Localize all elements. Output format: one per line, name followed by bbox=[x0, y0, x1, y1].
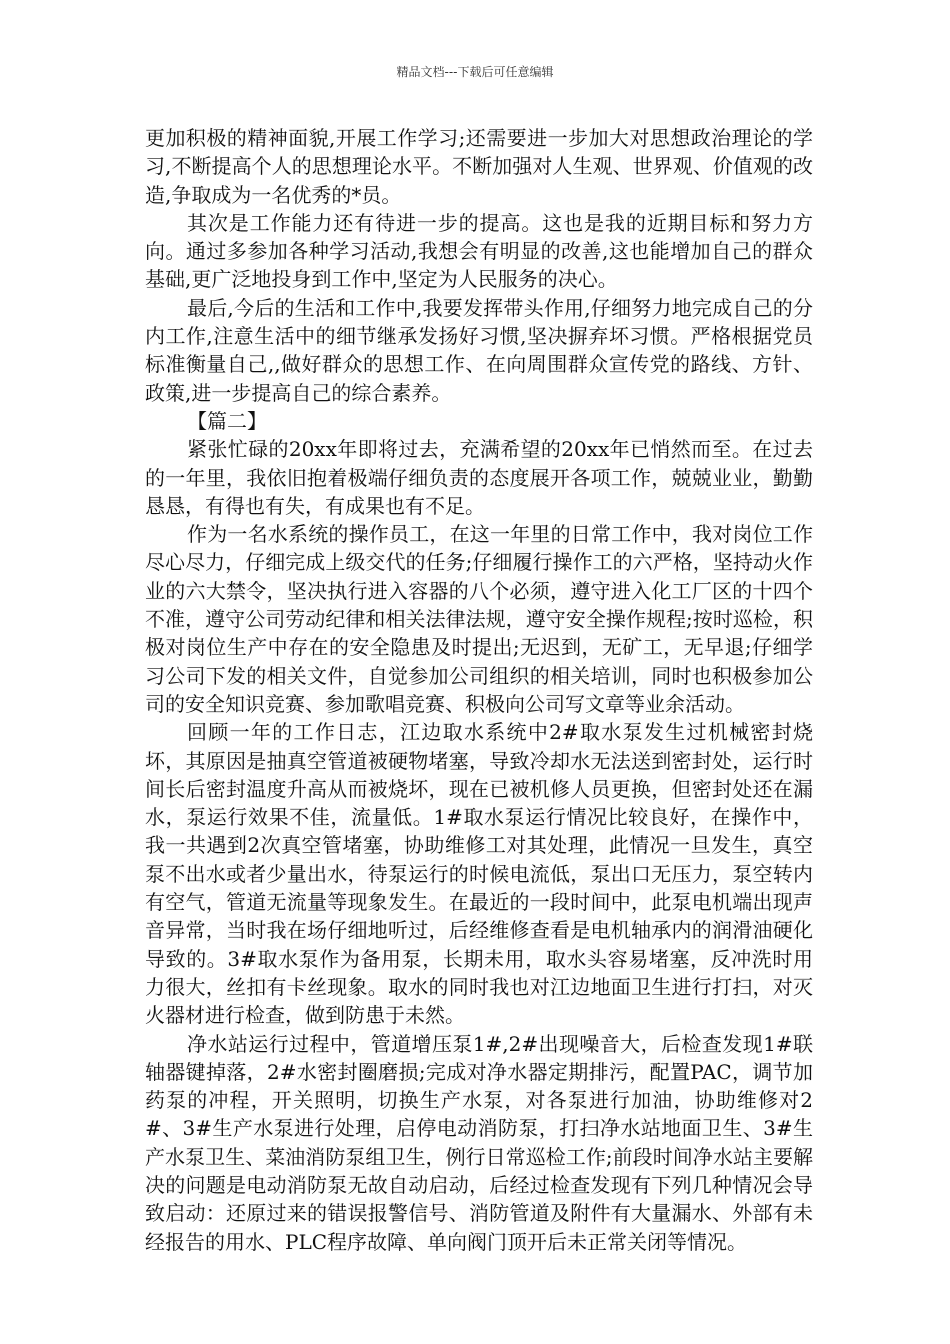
paragraph-7: 净水站运行过程中，管道增压泵1#,2#出现噪音大，后检查发现1#联轴器键掉落，2#水密封圈磨损;完成对净水器定期排污，配置PAC，调节加药泵的冲程，开关照明，切换生产水泵，对各泵进行加油，协助维修对2#、3#生产水泵进行处理，启停电动消防泵，打扫净水站地面卫生、3#生产水泵卫生、菜油消防泵组卫生，例行日常巡检工作;前段时间净水站主要解决的问题是电动消防泵无故自动启动，后经过检查发现有下列几种情况会导致启动：还原过来的错误报警信号、消防管道及附件有大量漏水、外部有未经报告的用水、PLC程序故障、单向阀门顶开后未正常关闭等情况。 bbox=[145, 1031, 813, 1254]
section-heading: 【篇二】 bbox=[187, 408, 267, 433]
paragraph-1: 更加积极的精神面貌,开展工作学习;还需要进一步加大对思想政治理论的学习,不断提高个人的思想理论水平。不断加强对人生观、世界观、价值观的改造,争取成为一名优秀的*员。 bbox=[145, 126, 813, 207]
document-body bbox=[145, 124, 813, 1256]
paragraph-2: 其次是工作能力还有待进一步的提高。这也是我的近期目标和努力方向。通过多参加各种学习活动,我想会有明显的改善,这也能增加自己的群众基础,更广泛地投身到工作中,坚定为人民服务的决心。 bbox=[145, 210, 813, 292]
paragraph-6: 回顾一年的工作日志，江边取水系统中2#取水泵发生过机械密封烧坏，其原因是抽真空管道被硬物堵塞，导致冷却水无法送到密封处，运行时间长后密封温度升高从而被烧坏，现在已被机修人员更换，但密封处还在漏水，泵运行效果不佳，流量低。1#取水泵运行情况比较良好，在操作中，我一共遇到2次真空管堵塞，协助维修工对其处理，此情况一旦发生，真空泵不出水或者少量出水，待泵运行的时候电流低，泵出口无压力，泵空转内有空气，管道无流量等现象发生。在最近的一段时间中，此泵电机端出现声音异常，当时我在场仔细地听过，后经维修查看是电机轴承内的润滑油硬化导致的。3#取水泵作为备用泵，长期未用，取水头容易堵塞，反冲洗时用力很大，丝扣有卡丝现象。取水的同时我也对江边地面卫生进行打扫，对灭火器材进行检查，做到防患于未然。 bbox=[145, 720, 813, 1028]
paragraph-4: 紧张忙碌的20xx年即将过去，充满希望的20xx年已悄然而至。在过去的一年里，我依旧抱着极端仔细负责的态度展开各项工作，兢兢业业，勤勤恳恳，有得也有失，有成果也有不足。 bbox=[145, 437, 813, 518]
page-header: 精品文档---下载后可任意编辑 bbox=[396, 65, 554, 79]
paragraph-3: 最后,今后的生活和工作中,我要发挥带头作用,仔细努力地完成自己的分内工作,注意生活中的细节继承发扬好习惯,坚决摒弃坏习惯。严格根据党员标准衡量自己,,做好群众的思想工作、在向周围群众宣传党的路线、方针、政策,进一步提高自己的综合素养。 bbox=[145, 295, 813, 405]
paragraph-5: 作为一名水系统的操作员工，在这一年里的日常工作中，我对岗位工作尽心尽力，仔细完成上级交代的任务;仔细履行操作工的六严格，坚持动火作业的六大禁令，坚决执行进入容器的八个必须，遵守进入化工厂区的十四个不准，遵守公司劳动纪律和相关法律法规，遵守安全操作规程;按时巡检，积极对岗位生产中存在的安全隐患及时提出;无迟到，无矿工，无早退;仔细学习公司下发的相关文件，自觉参加公司组织的相关培训，同时也积极参加公司的安全知识竞赛、参加歌唱竞赛、积极向公司写文章等业余活动。 bbox=[145, 522, 813, 716]
